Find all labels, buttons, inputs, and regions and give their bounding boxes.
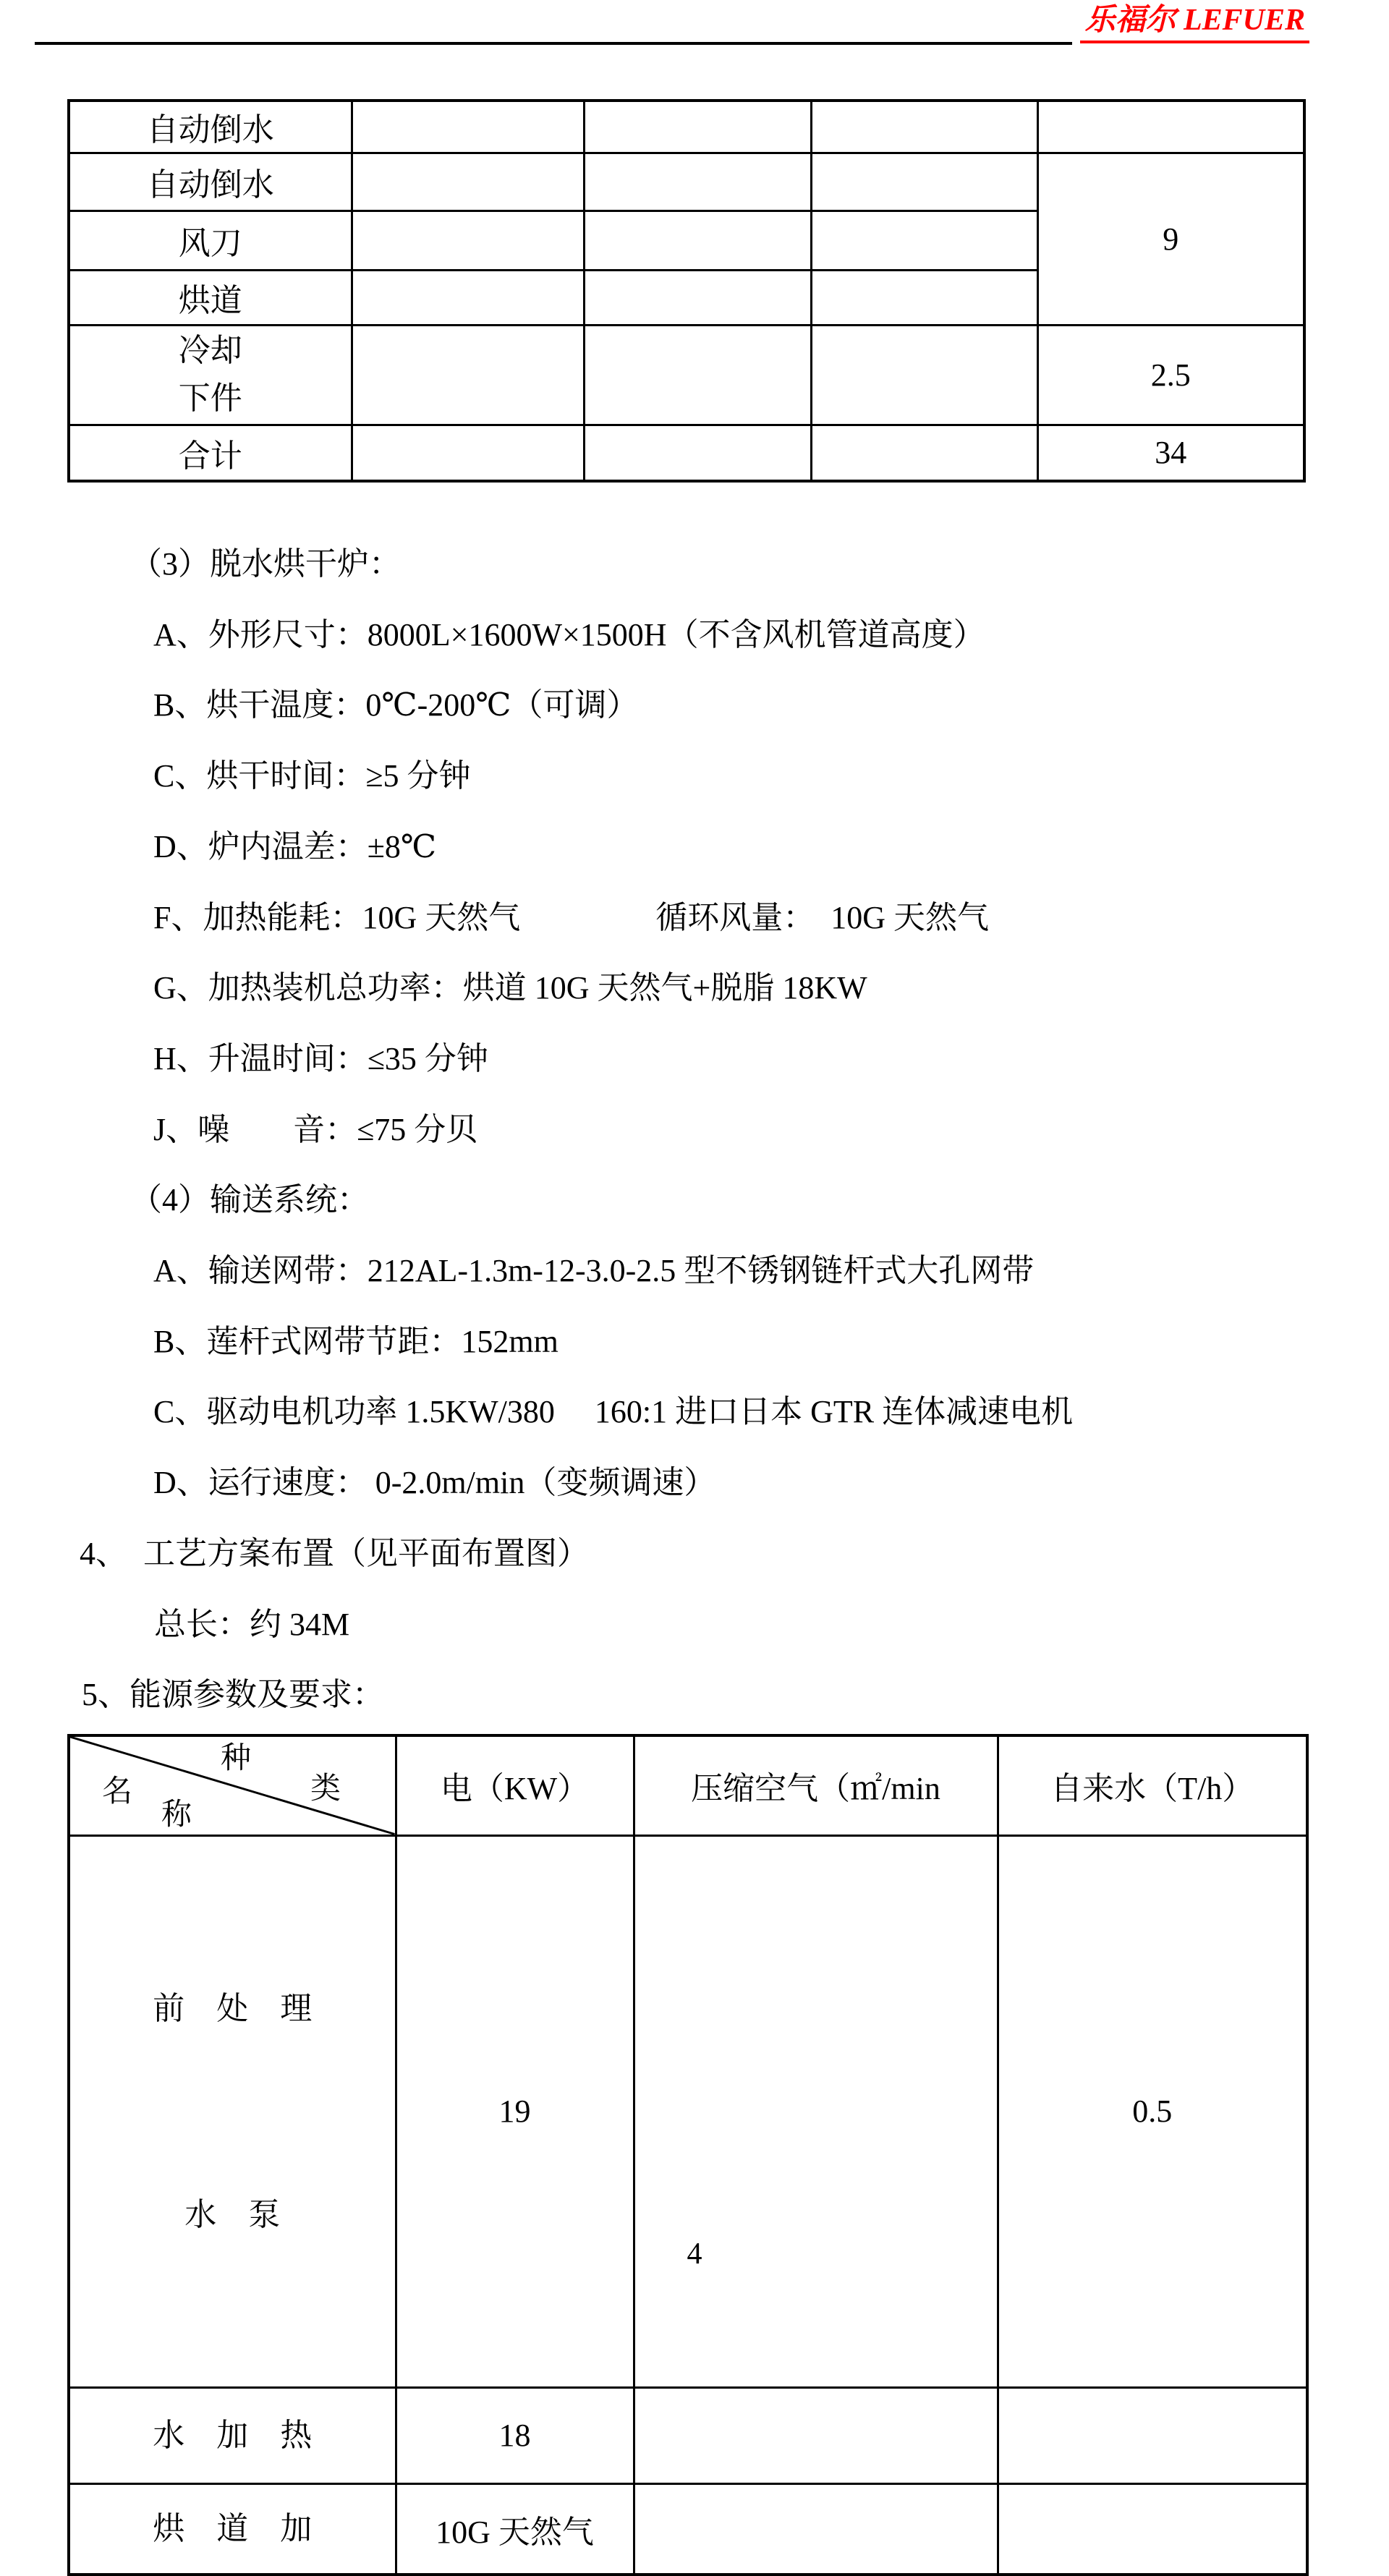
empty-cell xyxy=(352,270,584,325)
hours-cell: 34 xyxy=(1037,425,1304,481)
empty-cell xyxy=(811,153,1037,211)
row-label: 自动倒水 xyxy=(69,101,352,153)
hours-cell-merged: 9 xyxy=(1037,153,1304,325)
electric-value: 19 xyxy=(396,1835,634,2387)
row-label: 合计 xyxy=(69,425,352,481)
spec-line: A、外形尺寸：8000L×1600W×1500H（不含风机管道高度） xyxy=(153,617,985,652)
empty-cell xyxy=(584,425,811,481)
empty-cell xyxy=(352,211,584,270)
energy-table xyxy=(67,1734,1309,2576)
spec-line: A、输送网带：212AL-1.3m-12-3.0-2.5 型不锈钢链杆式大孔网带 xyxy=(153,1253,1035,1288)
empty-cell xyxy=(584,153,811,211)
spec-line: H、升温时间：≤35 分钟 xyxy=(153,1041,488,1076)
row-name: 烘 道 加 xyxy=(69,2483,396,2575)
electric-value: 18 xyxy=(396,2387,634,2483)
empty-cell xyxy=(584,270,811,325)
header-rule xyxy=(35,42,1072,45)
section-heading: 5、能源参数及要求： xyxy=(82,1677,384,1712)
spec-line: B、烘干温度：0℃-200℃（可调） xyxy=(153,687,639,723)
table-row xyxy=(69,101,1304,153)
section-heading: 4、 工艺方案布置（见平面布置图） xyxy=(80,1536,589,1571)
row-name xyxy=(69,1835,396,2387)
water-value xyxy=(998,2483,1307,2575)
spec-line: F、加热能耗：10G 天然气 循环风量： 10G 天然气 xyxy=(153,900,990,935)
corner-name-char: 名 xyxy=(102,1775,133,1808)
air-value xyxy=(634,2387,998,2483)
section-heading: （4）输送系统： xyxy=(130,1182,369,1217)
table-row xyxy=(69,425,1304,481)
empty-cell xyxy=(811,101,1037,153)
brand-title: 乐福尔 LEFUER xyxy=(1080,1,1309,43)
col-header-electric: 电（KW） xyxy=(396,1735,634,1835)
electric-value: 10G 天然气 xyxy=(396,2483,634,2575)
row-name: 水 加 热 xyxy=(69,2387,396,2483)
hours-cell: 2.5 xyxy=(1037,325,1304,425)
empty-cell xyxy=(584,211,811,270)
empty-cell xyxy=(584,101,811,153)
equipment-hours-table xyxy=(67,99,1306,483)
water-value xyxy=(998,2387,1307,2483)
spec-line: C、驱动电机功率 1.5KW/380 160:1 进口日本 GTR 连体减速电机 xyxy=(153,1394,1074,1429)
row-label-line1: 冷却 xyxy=(178,333,242,368)
spec-line: 总长：约 34M xyxy=(154,1607,350,1642)
spec-line: J、噪 音：≤75 分贝 xyxy=(153,1112,478,1147)
empty-cell xyxy=(352,425,584,481)
empty-cell xyxy=(811,270,1037,325)
corner-kind-char: 种 xyxy=(221,1742,252,1775)
table-row xyxy=(69,2387,1307,2483)
row-name-line2: 水 泵 xyxy=(184,2196,281,2232)
air-value xyxy=(634,2483,998,2575)
spec-line: B、莲杆式网带节距：152mm xyxy=(153,1324,558,1359)
empty-cell xyxy=(584,325,811,425)
col-header-water: 自来水（T/h） xyxy=(998,1735,1307,1835)
row-name-line1: 前 处 理 xyxy=(153,1990,313,2026)
table-row xyxy=(69,2483,1307,2575)
corner-cell xyxy=(69,1735,396,1835)
row-label: 自动倒水 xyxy=(69,153,352,211)
table-row xyxy=(69,1835,1307,2387)
page-number: 4 xyxy=(687,2237,702,2271)
section-heading: （3）脱水烘干炉： xyxy=(130,546,401,582)
empty-cell xyxy=(811,325,1037,425)
corner-name-char: 称 xyxy=(161,1798,192,1832)
air-value xyxy=(634,1835,998,2387)
empty-cell xyxy=(352,153,584,211)
hours-cell xyxy=(1037,101,1304,153)
spec-line: D、炉内温差：±8℃ xyxy=(153,829,437,864)
row-label: 风刀 xyxy=(69,211,352,270)
row-label: 烘道 xyxy=(69,270,352,325)
empty-cell xyxy=(811,211,1037,270)
empty-cell xyxy=(352,101,584,153)
spec-line: D、运行速度： 0-2.0m/min（变频调速） xyxy=(153,1465,716,1500)
table-header-row xyxy=(69,1735,1307,1835)
row-label-line2: 下件 xyxy=(178,381,242,416)
table-row xyxy=(69,325,1304,425)
empty-cell xyxy=(811,425,1037,481)
water-value: 0.5 xyxy=(998,1835,1307,2387)
spec-line: G、加热装机总功率：烘道 10G 天然气+脱脂 18KW xyxy=(153,970,867,1006)
empty-cell xyxy=(352,325,584,425)
table-row xyxy=(69,153,1304,211)
spec-line: C、烘干时间：≥5 分钟 xyxy=(153,758,471,794)
corner-kind-char: 类 xyxy=(310,1772,341,1806)
row-label xyxy=(69,325,352,425)
col-header-air: 压缩空气（㎡/min xyxy=(634,1735,998,1835)
